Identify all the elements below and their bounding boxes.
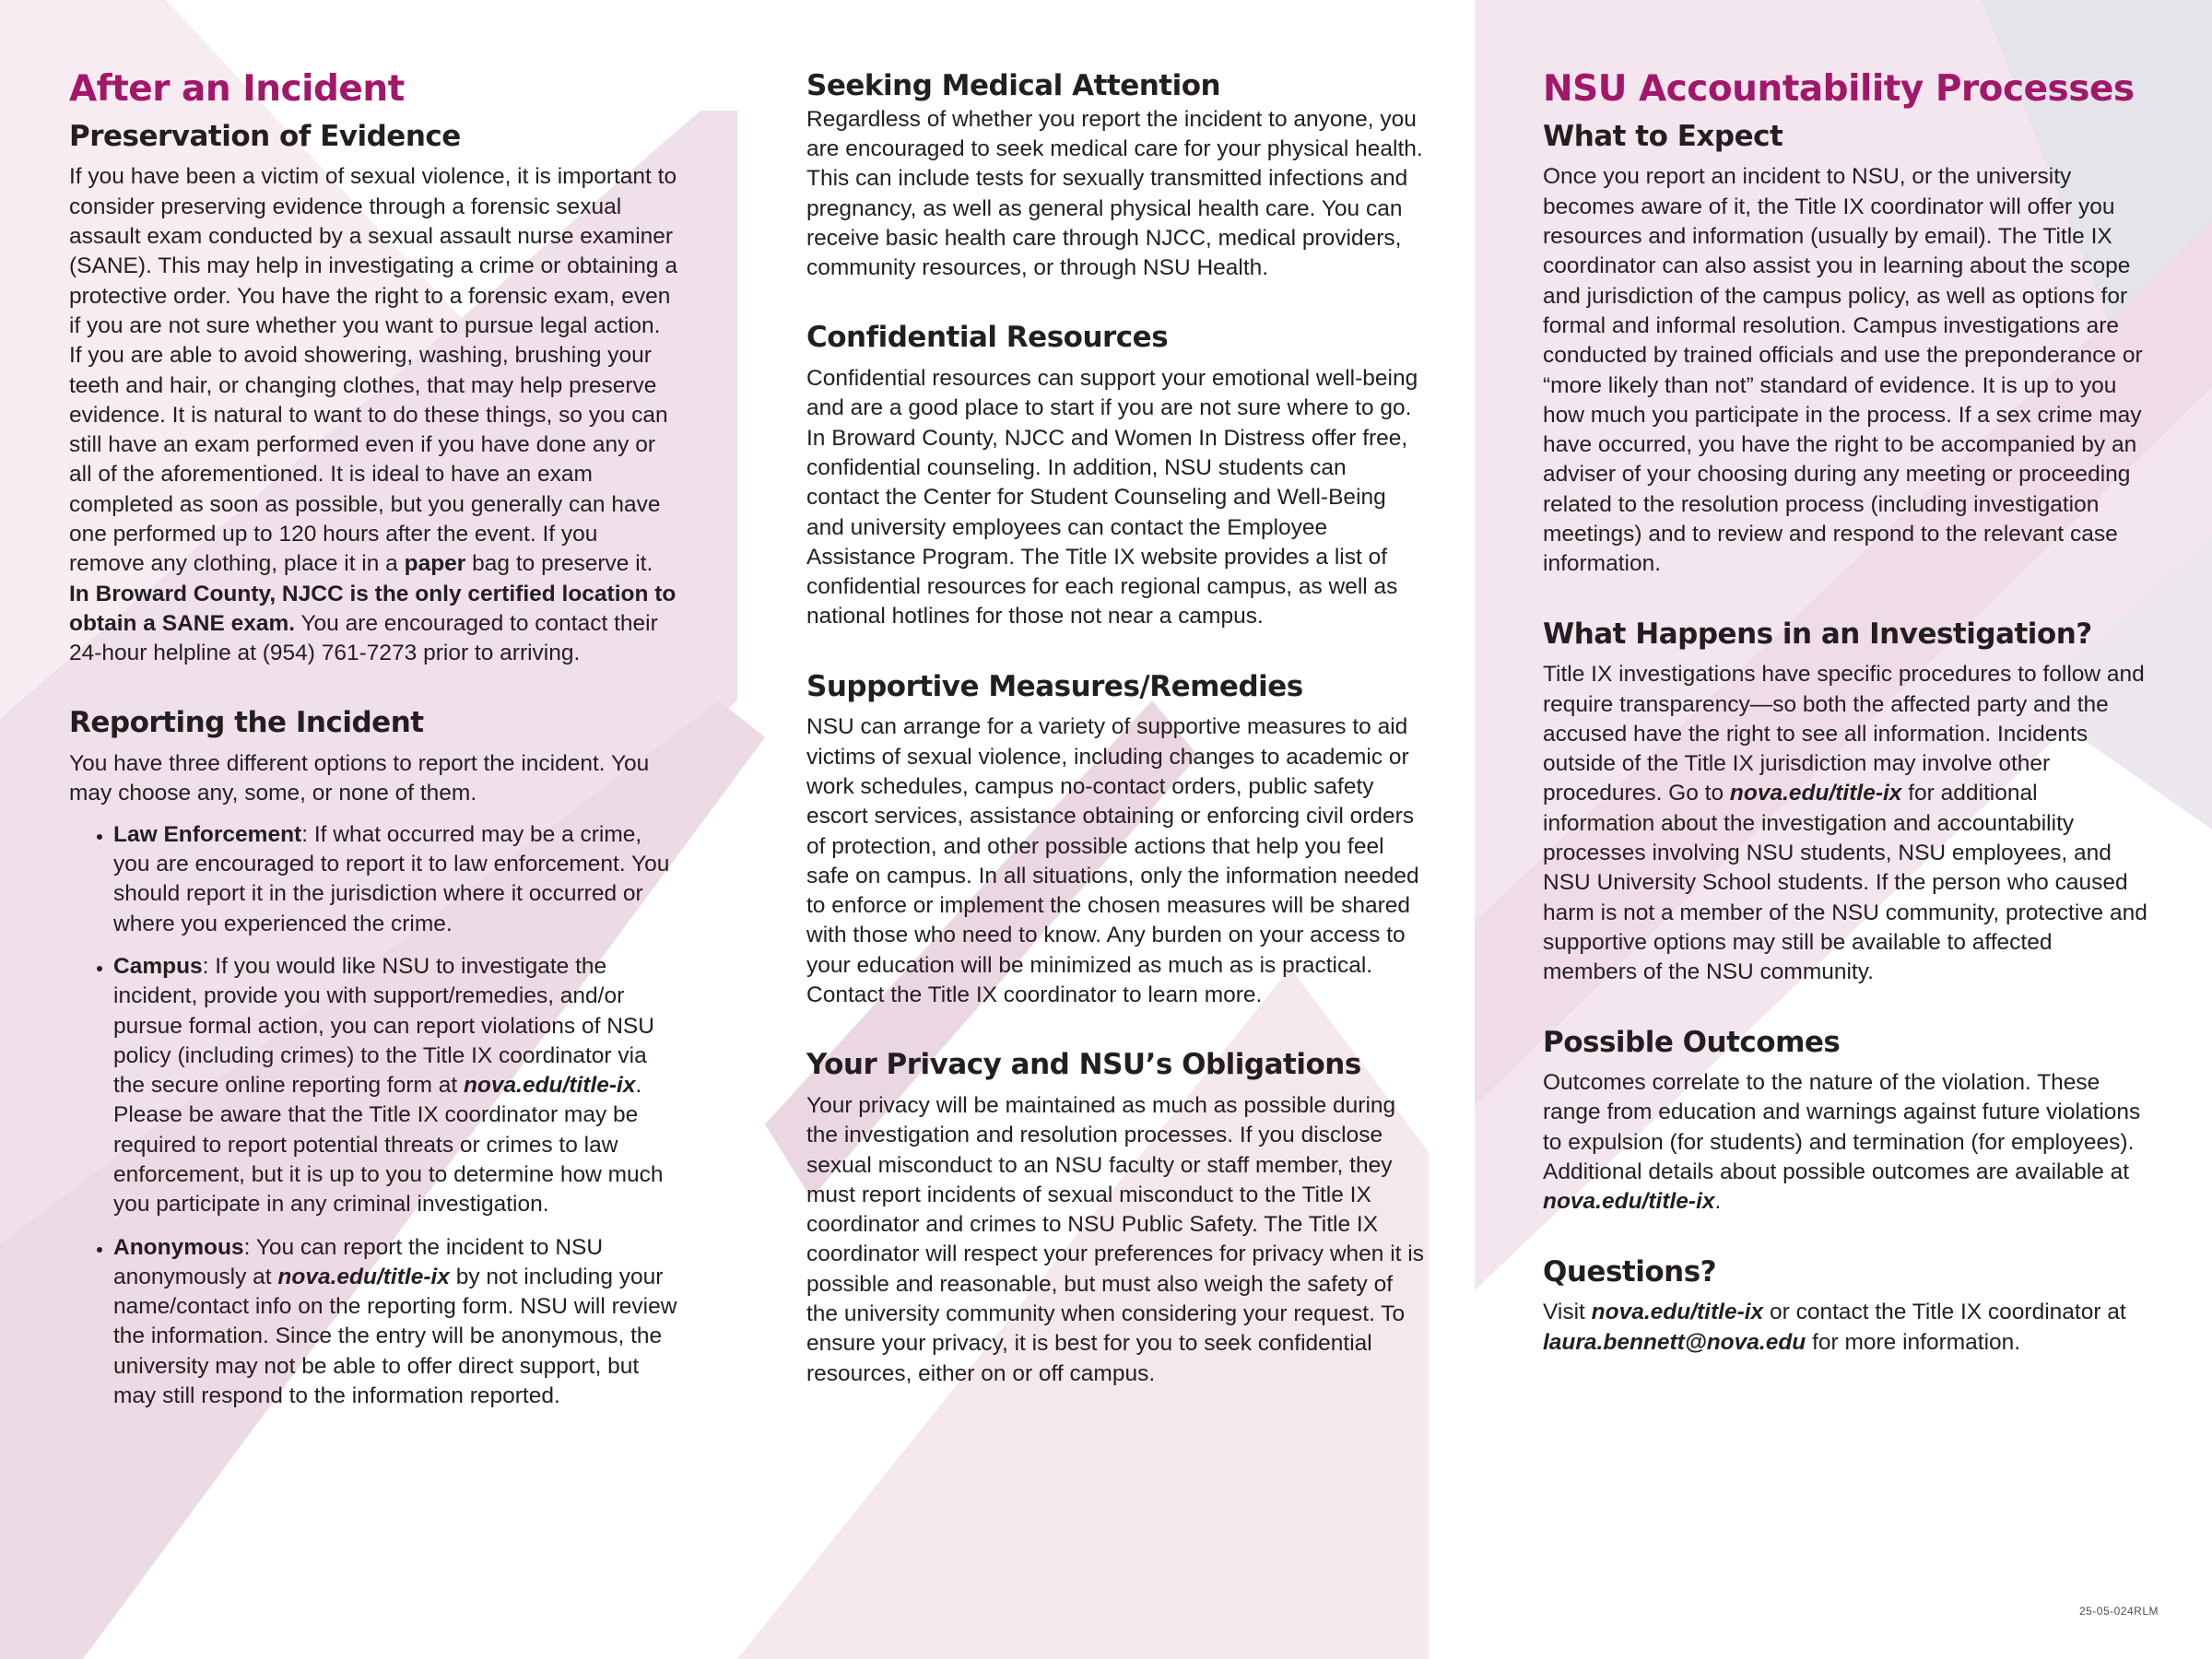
heading-supportive: Supportive Measures/Remedies — [806, 669, 1303, 703]
campus-link[interactable]: nova.edu/title-ix — [463, 1073, 636, 1099]
section-title-after-incident: After an Incident — [69, 68, 405, 110]
supportive-text: NSU can arrange for a variety of supportive measures to aid victims of sexual violence, including changes to academic or work schedules, campus no-contact orders, public safety escort services, assistance obtaining or enforcing civil orders of protection, and other possible actions that help you feel safe on campus. In all situations, only the information needed to enforce or implement the chosen measures will be shared with those who need to know. Any burden on your access to your education will be minimized as much as is practical. Contact the Title IX coordinator to learn more. — [806, 714, 1419, 1008]
investigation-text — [1543, 660, 2151, 987]
preservation-text-a: If you have been a victim of sexual violence, it is important to consider preserving evidence through a forensic sexual assault exam conducted by a sexual assault nurse examiner (SANE). This may help in investigating a crime or obtaining a protective order. You have the right to a forensic exam, even if you are not sure whether you want to pursue legal action. If you are able to avoid showering, washing, brushing your teeth and hair, or changing clothes, that may help preserve evidence. It is natural to want to do these things, so you can still have an exam performed even if you have done any or all of the aforementioned. It is ideal to have an exam completed as soon as possible, but you generally can have one performed up to 120 hours after the event. If you remove any clothing, place it in a — [69, 164, 677, 577]
list-item-law-enforcement — [113, 820, 677, 939]
campus-label: Campus — [113, 953, 203, 979]
outcomes-link[interactable]: nova.edu/title-ix — [1543, 1189, 1715, 1215]
heading-outcomes: Possible Outcomes — [1543, 1025, 1841, 1059]
anon-text-b: by not including your name/contact info on the reporting form. NSU will review the information. Since the entry will be anonymous, the university may not be able to offer direct support, but may still respond to the information reported. — [113, 1264, 677, 1409]
heading-medical: Seeking Medical Attention — [806, 69, 1221, 102]
section-investigation — [1543, 618, 2151, 988]
list-item-campus — [113, 952, 677, 1220]
outcomes-text-a: Outcomes correlate to the nature of the violation. These range from education and warnings against future violations to expulsion (for students) and termination (for employees). Additional details about possible outcomes are available at — [1543, 1070, 2141, 1185]
column-after-incident — [69, 65, 677, 1450]
section-outcomes — [1543, 1027, 2151, 1218]
preservation-text — [69, 162, 677, 668]
anon-text-a: : You can report the incident to NSU anonymously at — [113, 1234, 604, 1289]
campus-text-b: . Please be aware that the Title IX coordinator may be required to report potential threats or crimes to law enforcement, but it is up to you to determine how much you participate in any criminal investigation. — [113, 1073, 664, 1218]
questions-text-c: for more information. — [1806, 1329, 2021, 1355]
section-medical — [806, 70, 1424, 283]
column-accountability — [1543, 65, 2151, 1396]
questions-text-a: Visit — [1543, 1300, 1592, 1325]
questions-link[interactable]: nova.edu/title-ix — [1591, 1300, 1764, 1325]
reporting-intro: You have three different options to report the incident. You may choose any, some, or none of them. — [69, 751, 650, 806]
heading-questions: Questions? — [1543, 1254, 1717, 1288]
section-supportive — [806, 671, 1424, 1011]
law-label: Law Enforcement — [113, 821, 302, 847]
preservation-text-b: bag to preserve it. — [465, 551, 653, 577]
outcomes-text — [1543, 1068, 2151, 1217]
expect-text: Once you report an incident to NSU, or the university becomes aware of it, the Title IX coordinator will offer you resources and information (usually by email). The Title IX coordinator can also assist you in learning about the scope and jurisdiction of the campus policy, as well as options for formal and informal resolution. Campus investigations are conducted by trained officials and use the preponderance or “more likely than not” standard of evidence. It is up to you how much you participate in the process. If a sex crime may have occurred, you have the right to be accompanied by an adviser of your choosing during any meeting or proceeding related to the resolution process (including investigation meetings) and to review and respond to the relevant case information. — [1543, 164, 2143, 577]
campus-text-a: : If you would like NSU to investigate the incident, provide you with support/remedies, and/or pursue formal action, you can report violations of NSU policy (including crimes) to the Title IX coordinator via the secure online reporting form at — [113, 953, 654, 1099]
document-code: 25-05-024RLM — [2078, 1605, 2159, 1618]
heading-confidential: Confidential Resources — [806, 321, 1169, 355]
heading-investigation: What Happens in an Investigation? — [1543, 617, 2092, 651]
reporting-options-list — [69, 820, 677, 1412]
preservation-paper: paper — [404, 551, 466, 577]
coordinator-email-link[interactable]: laura.bennett@nova.edu — [1543, 1329, 1806, 1355]
preservation-text-c: You are encouraged to contact their 24-hour helpline at (954) 761-7273 prior to arriving. — [69, 610, 658, 666]
anon-label: Anonymous — [113, 1234, 244, 1260]
outcomes-text-b: . — [1714, 1189, 1722, 1215]
heading-preservation: Preservation of Evidence — [69, 119, 461, 153]
questions-text — [1543, 1298, 2151, 1358]
section-confidential — [806, 322, 1424, 631]
law-text: : If what occurred may be a crime, you are encouraged to report it to law enforcement. You should report it in the jurisdiction where it occurred or where you experienced the crime. — [113, 821, 670, 936]
questions-text-b: or contact the Title IX coordinator at — [1763, 1300, 2126, 1325]
heading-privacy: Your Privacy and NSU’s Obligations — [806, 1048, 1361, 1082]
confidential-text: Confidential resources can support your emotional well-being and are a good place to start if you are not sure where to go. In Broward County, NJCC and Women In Distress offer free, confidential counseling. In addition, NSU students can contact the Center for Student Counseling and Well-Being and university employees can contact the Employee Assistance Program. The Title IX website provides a list of confidential resources for each regional campus, as well as national hotlines for those not near a campus. — [806, 366, 1418, 629]
section-expect — [1543, 121, 2151, 580]
list-item-anonymous — [113, 1233, 677, 1412]
section-preservation — [69, 121, 677, 669]
privacy-text: Your privacy will be maintained as much as possible during the investigation and resolution processes. If you disclose sexual misconduct to an NSU faculty or staff member, they must report incidents of sexual misconduct to the Title IX coordinator and crimes to NSU Public Safety. The Title IX coordinator will respect your preferences for privacy when it is possible and reasonable, but must also weigh the safety of the university community when considering your request. To ensure your privacy, it is best for you to seek confidential resources, either on or off campus. — [806, 1092, 1424, 1386]
investigation-text-a: Title IX investigations have specific procedures to follow and require transparency—so both the affected party and the accused have the right to see all information. Incidents outside of the Title IX jurisdiction may involve other procedures. Go to — [1543, 662, 2145, 806]
heading-expect: What to Expect — [1543, 119, 1783, 153]
preservation-njcc: In Broward County, NJCC is the only certified location to obtain a SANE exam. — [69, 581, 677, 636]
section-title-accountability: NSU Accountability Processes — [1543, 68, 2135, 110]
section-reporting — [69, 707, 677, 1411]
heading-reporting: Reporting the Incident — [69, 706, 424, 740]
medical-text: Regardless of whether you report the incident to anyone, you are encouraged to seek medical care for your physical health. This can include tests for sexually transmitted infections and pregnancy, as well as general physical health care. You can receive basic health care through NJCC, medical providers, community resources, or through NSU Health. — [806, 106, 1423, 281]
anon-link[interactable]: nova.edu/title-ix — [277, 1264, 450, 1289]
column-resources — [806, 70, 1424, 1428]
investigation-link[interactable]: nova.edu/title-ix — [1729, 781, 1902, 806]
section-questions — [1543, 1256, 2151, 1358]
investigation-text-b: for additional information about the investigation and accountability processes involving NSU students, NSU employees, and NSU University School students. If the person who caused harm is not a member of the NSU community, protective and supportive options may still be available to affected members of the NSU community. — [1543, 781, 2147, 985]
section-privacy — [806, 1049, 1424, 1389]
